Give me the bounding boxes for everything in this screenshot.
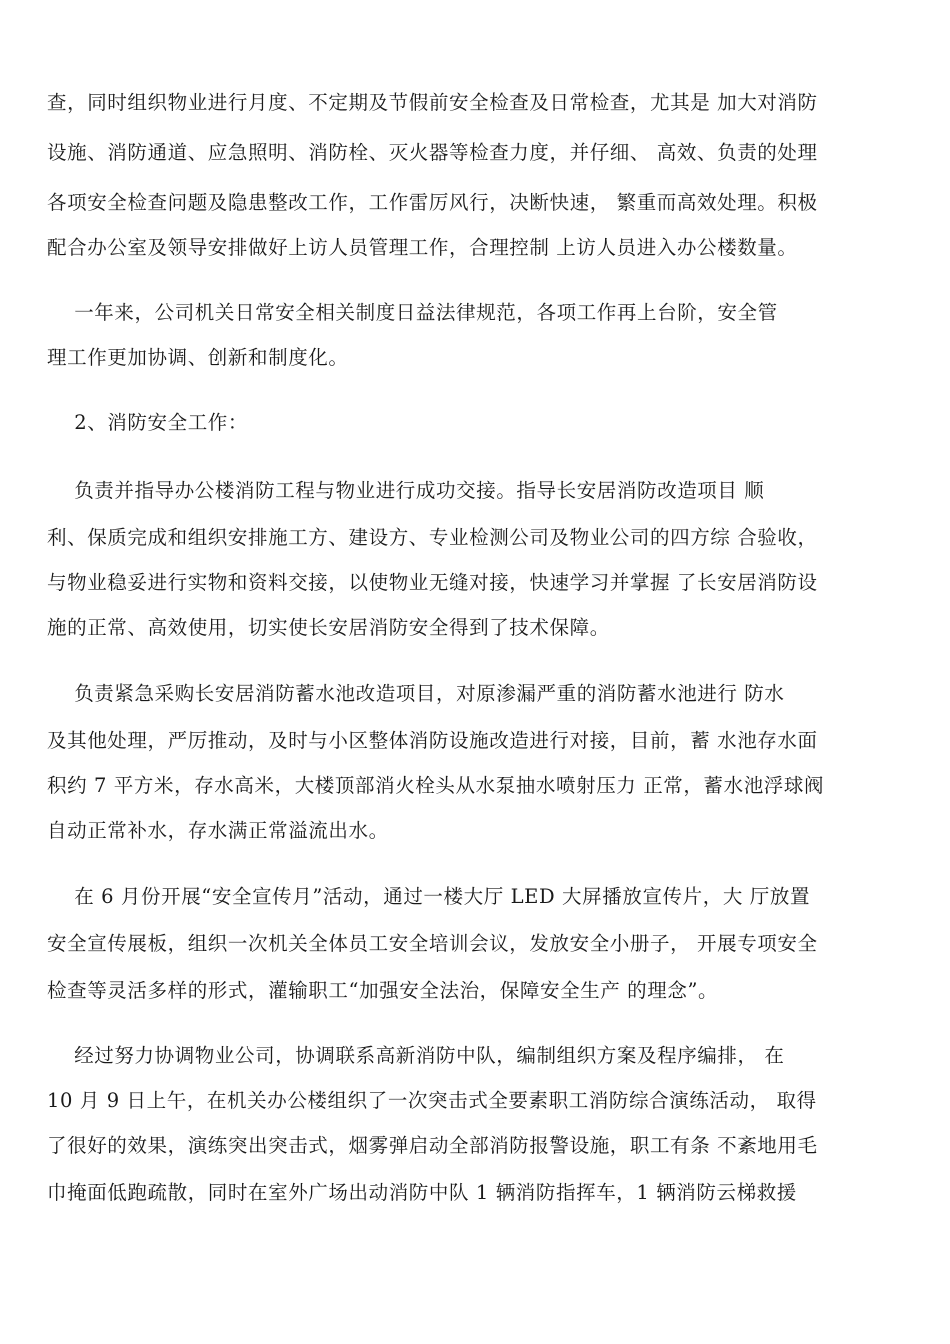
text-line: 负责紧急采购长安居消防蓄水池改造项目，对原渗漏严重的消防蓄水池进行 防水 xyxy=(47,682,785,705)
text-line: 理工作更加协调、创新和制度化。 xyxy=(47,346,349,369)
text-line: 各项安全检查问题及隐患整改工作，工作雷厉风行，决断快速， 繁重而高效处理。积极 xyxy=(47,191,818,214)
text-line: 检查等灵活多样的形式，灌输职工“加强安全法治，保障安全生产 的理念”。 xyxy=(47,979,719,1002)
text-line: 配合办公室及领导安排做好上访人员管理工作，合理控制 上访人员进入办公楼数量。 xyxy=(47,236,798,259)
document-body xyxy=(47,0,927,1204)
text-line: 经过努力协调物业公司，协调联系高新消防中队，编制组织方案及程序编排， 在 xyxy=(47,1044,785,1067)
text-line: 设施、消防通道、应急照明、消防栓、灭火器等检查力度，并仔细、 高效、负责的处理 xyxy=(47,141,818,164)
text-line: 负责并指导办公楼消防工程与物业进行成功交接。指导长安居消防改造项目 顺 xyxy=(47,479,765,502)
text-line: 施的正常、高效使用，切实使长安居消防安全得到了技术保障。 xyxy=(47,616,610,639)
text-line: 积约 7 平方米，存水高米，大楼顶部消火栓头从水泵抽水喷射压力 正常，蓄水池浮球阀 xyxy=(47,774,825,797)
text-line: 巾掩面低跑疏散，同时在室外广场出动消防中队 1 辆消防指挥车，1 辆消防云梯救援 xyxy=(47,1181,797,1204)
text-line: 及其他处理，严厉推动，及时与小区整体消防设施改造进行对接，目前，蓄 水池存水面 xyxy=(47,729,818,752)
text-line: 一年来，公司机关日常安全相关制度日益法律规范，各项工作再上台阶，安全管 xyxy=(47,301,778,324)
text-line: 与物业稳妥进行实物和资料交接，以使物业无缝对接，快速学习并掌握 了长安居消防设 xyxy=(47,571,818,594)
text-line: 自动正常补水，存水满正常溢流出水。 xyxy=(47,819,389,842)
text-line: 安全宣传展板，组织一次机关全体员工安全培训会议，发放安全小册子， 开展专项安全 xyxy=(47,932,818,955)
text-line: 查，同时组织物业进行月度、不定期及节假前安全检查及日常检查，尤其是 加大对消防 xyxy=(47,91,818,114)
text-line: 了很好的效果，演练突出突击式，烟雾弹启动全部消防报警设施，职工有条 不紊地用毛 xyxy=(47,1134,818,1157)
section-heading: 2、消防安全工作： xyxy=(47,411,249,434)
text-line: 利、保质完成和组织安排施工方、建设方、专业检测公司及物业公司的四方综 合验收， xyxy=(47,526,818,549)
text-line: 10 月 9 日上午，在机关办公楼组织了一次突击式全要素职工消防综合演练活动， 取得 xyxy=(47,1089,817,1112)
text-line: 在 6 月份开展“安全宣传月”活动，通过一楼大厅 LED 大屏播放宣传片，大 厅放置 xyxy=(47,885,811,908)
